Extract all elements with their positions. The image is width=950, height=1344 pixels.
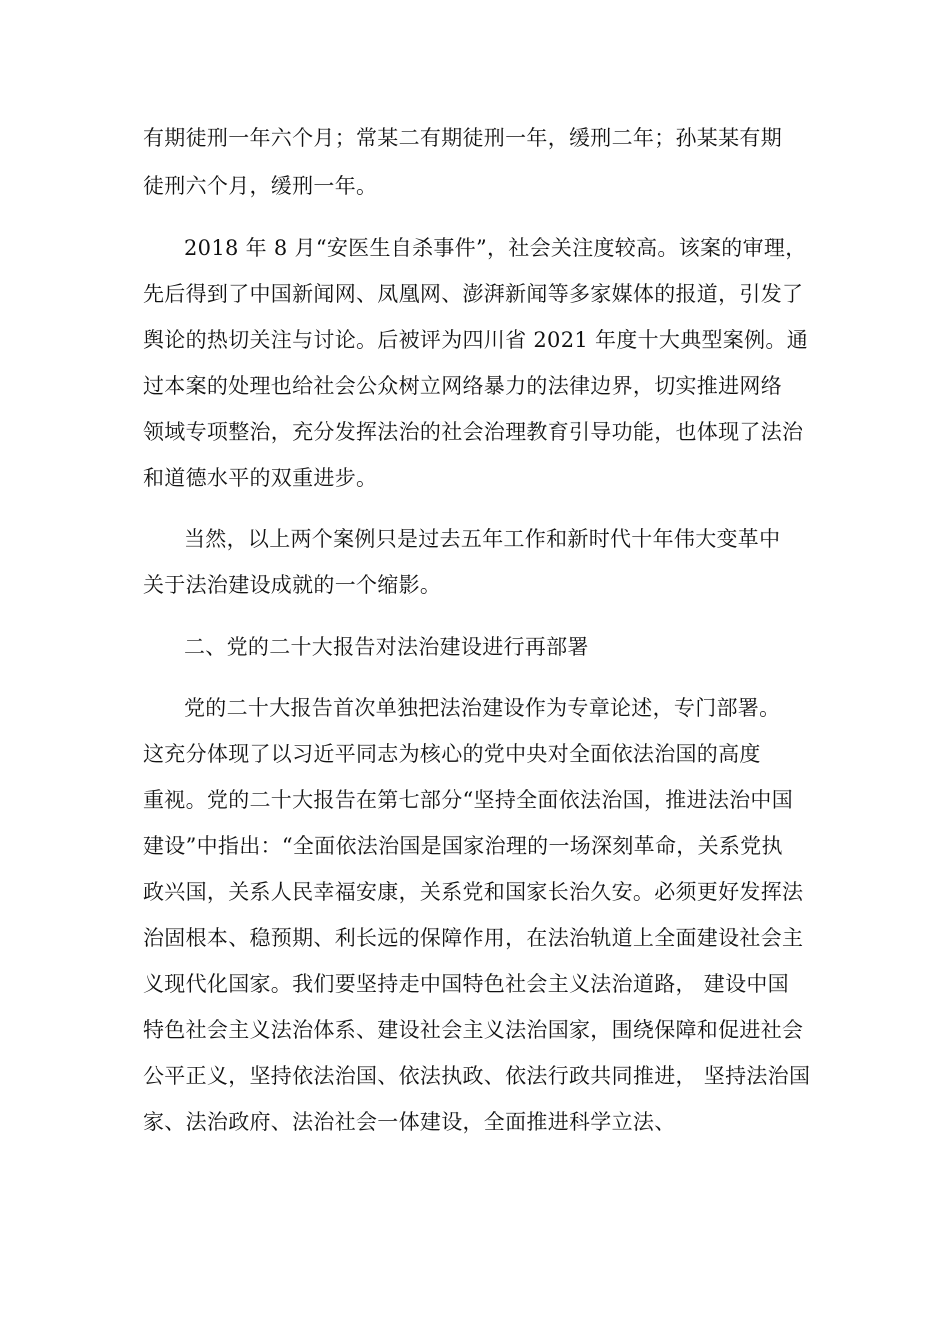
text-line: 2018 年 8 月“安医生自杀事件”，社会关注度较高。该案的审理， bbox=[184, 236, 807, 260]
text-line: 舆论的热切关注与讨论。后被评为四川省 2021 年度十大典型案例。通 bbox=[143, 328, 808, 352]
text-line: 治固根本、稳预期、利长远的保障作用，在法治轨道上全面建设社会主 bbox=[143, 926, 804, 950]
text-line: 家、法治政府、法治社会一体建设，全面推进科学立法、 bbox=[143, 1110, 676, 1134]
text-line: 党的二十大报告首次单独把法治建设作为专章论述，专门部署。 bbox=[184, 696, 781, 720]
text-line: 有期徒刑一年六个月；常某二有期徒刑一年，缓刑二年；孙某某有期 bbox=[143, 126, 782, 150]
text-line: 这充分体现了以习近平同志为核心的党中央对全面依法治国的高度 bbox=[143, 742, 761, 766]
text-line: 先后得到了中国新闻网、凤凰网、澎湃新闻等多家媒体的报道，引发了 bbox=[143, 282, 804, 306]
text-line: 公平正义，坚持依法治国、依法执政、依法行政共同推进， 坚持法治国 bbox=[143, 1064, 811, 1088]
text-line: 过本案的处理也给社会公众树立网络暴力的法律边界，切实推进网络 bbox=[143, 374, 782, 398]
text-line: 徒刑六个月，缓刑一年。 bbox=[143, 174, 378, 198]
text-line: 义现代化国家。我们要坚持走中国特色社会主义法治道路， 建设中国 bbox=[143, 972, 789, 996]
text-line: 领域专项整治，充分发挥法治的社会治理教育引导功能，也体现了法治 bbox=[143, 420, 804, 444]
text-line: 重视。党的二十大报告在第七部分“坚持全面依法治国，推进法治中国 bbox=[143, 788, 794, 812]
text-line: 建设”中指出：“全面依法治国是国家治理的一场深刻革命，关系党执 bbox=[143, 834, 783, 858]
text-line: 当然，以上两个案例只是过去五年工作和新时代十年伟大变革中 bbox=[184, 527, 781, 551]
text-line: 政兴国，关系人民幸福安康，关系党和国家长治久安。必须更好发挥法 bbox=[143, 880, 804, 904]
text-line: 和道德水平的双重进步。 bbox=[143, 466, 378, 490]
text-line: 关于法治建设成就的一个缩影。 bbox=[143, 573, 442, 597]
text-line: 特色社会主义法治体系、建设社会主义法治国家，围绕保障和促进社会 bbox=[143, 1018, 804, 1042]
section-heading: 二、党的二十大报告对法治建设进行再部署 bbox=[184, 635, 589, 659]
